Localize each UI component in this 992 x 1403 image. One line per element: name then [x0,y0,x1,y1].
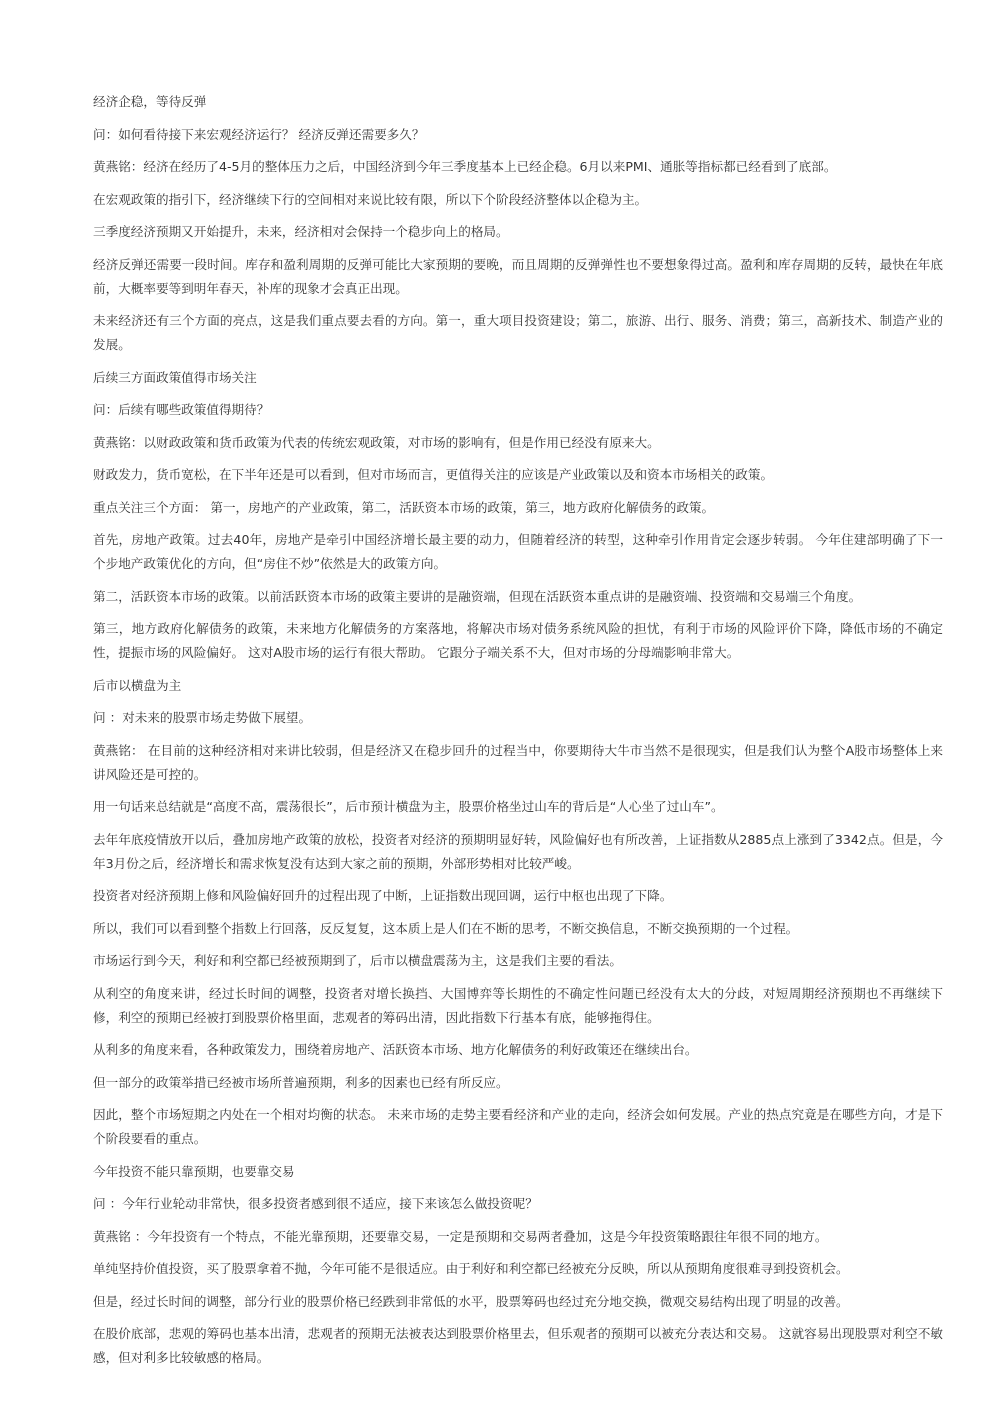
body-paragraph: 财政发力，货币宽松，在下半年还是可以看到，但对市场而言，更值得关注的应该是产业政策以及和资本市场相关的政策。 [93,467,774,482]
article-body [93,90,943,1379]
body-paragraph: 第三，地方政府化解债务的政策，未来地方化解债务的方案落地，将解决市场对债务系统风险的担忧，有利于市场的风险评价下降，降低市场的不确定性，提振市场的风险偏好。 这对A股市场的运行有很大帮助。 它跟分子端关系不大，但对市场的分母端影响非常大。 [93,621,943,660]
body-paragraph: 因此，整个市场短期之内处在一个相对均衡的状态。 未来市场的走势主要看经济和产业的走向，经济会如何发展。产业的热点究竟是在哪些方向，才是下个阶段要看的重点。 [93,1107,943,1146]
body-paragraph: 未来经济还有三个方面的亮点，这是我们重点要去看的方向。第一，重大项目投资建设；第二，旅游、出行、服务、消费；第三，高新技术、制造产业的发展。 [93,313,943,352]
body-paragraph: 从利空的角度来讲，经过长时间的调整，投资者对增长换挡、大国博弈等长期性的不确定性问题已经没有太大的分歧，对短周期经济预期也不再继续下修，利空的预期已经被打到股票价格里面，悲观者的筹码出清，因此指数下行基本有底，能够拖得住。 [93,985,943,1025]
question-paragraph: 问：如何看待接下来宏观经济运行？ 经济反弹还需要多久？ [93,126,425,142]
body-paragraph: 所以，我们可以看到整个指数上行回落，反反复复，这本质上是人们在不断的思考，不断交换信息，不断交换预期的一个过程。 [93,920,799,936]
body-paragraph: 首先，房地产政策。过去40年，房地产是牵引中国经济增长最主要的动力，但随着经济的转型，这种牵引作用肯定会逐步转弱。 今年住建部明确了下一个步地产政策优化的方向，但“房住不炒”依然是大的政策方向。 [93,532,943,571]
question-paragraph: 问 ：对未来的股票市场走势做下展望。 [93,710,312,725]
answer-paragraph: 黄燕铭 ：今年投资有一个特点，不能光靠预期，还要靠交易，一定是预期和交易两者叠加，这是今年投资策略跟往年很不同的地方。 [93,1228,828,1244]
question-paragraph: 问：后续有哪些政策值得期待？ [93,402,270,417]
body-paragraph: 在股价底部，悲观的筹码也基本出清，悲观者的预期无法被表达到股票价格里去，但乐观者的预期可以被充分表达和交易。 这就容易出现股票对利空不敏感，但对利多比较敏感的格局。 [93,1326,943,1365]
body-paragraph: 重点关注三个方面： 第一，房地产的产业政策，第二，活跃资本市场的政策，第三，地方政府化解债务的政策。 [93,499,715,515]
question-paragraph: 问 ：今年行业轮动非常快，很多投资者感到很不适应，接下来该怎么做投资呢？ [93,1196,538,1211]
body-paragraph: 从利多的角度来看，各种政策发力，围绕着房地产、活跃资本市场、地方化解债务的利好政策还在继续出台。 [93,1042,698,1057]
body-paragraph: 市场运行到今天，利好和利空都已经被预期到了，后市以横盘震荡为主，这是我们主要的看法。 [93,953,622,968]
body-paragraph: 单纯坚持价值投资，买了股票拿着不抛，今年可能不是很适应。由于利好和利空都已经被充分反映，所以从预期角度很难寻到投资机会。 [93,1261,849,1276]
body-paragraph: 三季度经济预期又开始提升，未来，经济相对会保持一个稳步向上的格局。 [93,224,509,239]
body-paragraph: 去年年底疫情放开以后，叠加房地产政策的放松，投资者对经济的预期明显好转，风险偏好也有所改善，上证指数从2885点上涨到了3342点。但是，今年3月份之后，经济增长和需求恢复没有达到大家之前的预期，外部形势相对比较严峻。 [93,831,943,871]
body-paragraph: 经济反弹还需要一段时间。库存和盈利周期的反弹可能比大家预期的要晚，而且周期的反弹弹性也不要想象得过高。盈利和库存周期的反转，最快在年底前，大概率要等到明年春天，补库的现象才会真正出现。 [93,256,943,296]
answer-paragraph: 黄燕铭：以财政政策和货币政策为代表的传统宏观政策，对市场的影响有，但是作用已经没有原来大。 [93,434,660,450]
answer-paragraph: 黄燕铭：经济在经历了4-5月的整体压力之后，中国经济到今年三季度基本上已经企稳。6月以来PMI、通胀等指标都已经看到了底部。 [93,159,837,174]
answer-paragraph: 黄燕铭： 在目前的这种经济相对来讲比较弱，但是经济又在稳步回升的过程当中，你要期待大牛市当然不是很现实，但是我们认为整个A股市场整体上来讲风险还是可控的。 [93,742,943,782]
body-paragraph: 投资者对经济预期上修和风险偏好回升的过程出现了中断，上证指数出现回调，运行中枢也出现了下降。 [93,888,673,903]
body-paragraph: 但是，经过长时间的调整，部分行业的股票价格已经跌到非常低的水平，股票筹码也经过充分地交换，微观交易结构出现了明显的改善。 [93,1293,849,1309]
body-paragraph: 但一部分的政策举措已经被市场所普遍预期，利多的因素也已经有所反应。 [93,1074,509,1090]
section-heading: 后市以横盘为主 [93,677,182,693]
section-heading: 后续三方面政策值得市场关注 [93,369,257,385]
section-heading: 今年投资不能只靠预期，也要靠交易 [93,1163,295,1179]
section-heading: 经济企稳，等待反弹 [93,94,207,109]
body-paragraph: 在宏观政策的指引下，经济继续下行的空间相对来说比较有限，所以下个阶段经济整体以企稳为主。 [93,191,648,207]
body-paragraph: 用一句话来总结就是“高度不高，震荡很长”，后市预计横盘为主，股票价格坐过山车的背后是“人心坐了过山车”。 [93,799,724,814]
body-paragraph: 第二，活跃资本市场的政策。以前活跃资本市场的政策主要讲的是融资端，但现在活跃资本重点讲的是融资端、投资端和交易端三个角度。 [93,588,862,604]
